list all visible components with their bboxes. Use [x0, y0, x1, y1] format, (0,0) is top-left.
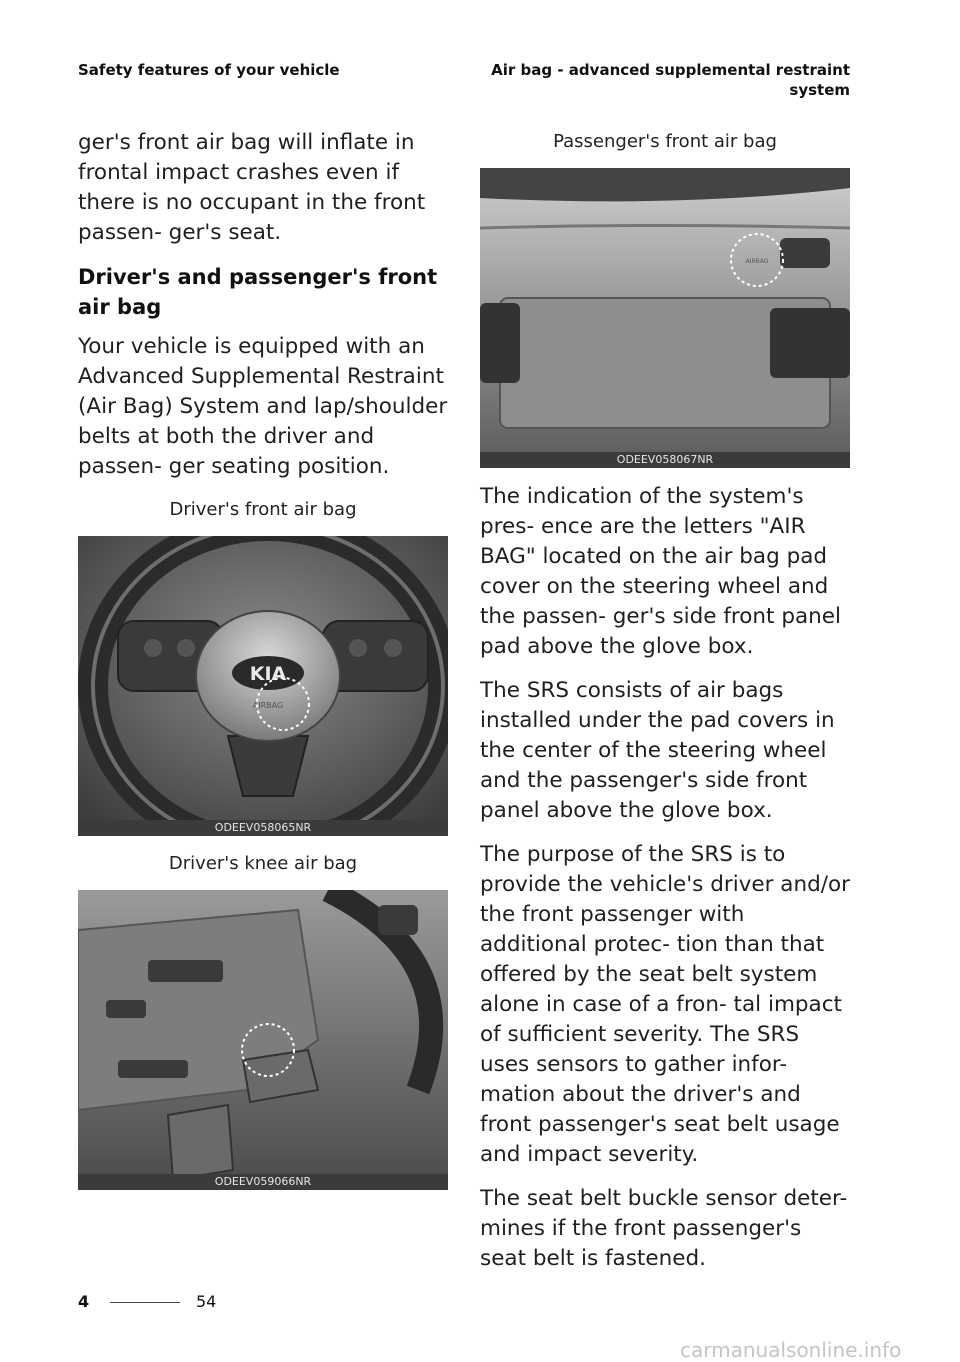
dashboard-illustration	[480, 168, 850, 468]
right-column	[480, 130, 850, 1288]
intro-paragraph: ger's front air bag will inflate in frontal impact crashes even if there is no occupant in the front passen- ger's seat.	[78, 130, 426, 245]
figure-driver-front-airbag	[78, 536, 448, 836]
figure-code: ODEEV058065NR	[78, 820, 448, 836]
figure-caption-passenger-front: Passenger's front air bag	[553, 131, 777, 152]
running-header-right	[490, 60, 850, 100]
running-header-left: Safety features of your vehicle	[78, 61, 340, 79]
section-number: 4	[78, 1292, 90, 1311]
paragraph-indication: The indication of the system's pres- ence are the letters "AIR BAG" located on the air bag pad cover on the steering wheel and the passen- ger's side front panel pad above the glove box.	[480, 484, 841, 659]
footer-divider	[110, 1302, 180, 1303]
running-header-right-line1: Air bag - advanced supplemental restraint	[491, 61, 850, 79]
left-column	[78, 128, 448, 1190]
knee-airbag-illustration	[78, 890, 448, 1190]
paragraph-srs-purpose: The purpose of the SRS is to provide the vehicle's driver and/or the front passenger with additional protec- tion than that offered by the seat belt system alone in case of a fron- tal impact of sufficient severity. The SRS uses sensors to gather infor- mation about the driver's and front passenger's seat belt usage and impact severity.	[480, 842, 850, 1167]
airbag-pad-label: AIRBAG	[252, 701, 284, 710]
kia-logo: KIA	[249, 663, 287, 685]
figure-passenger-front-airbag	[480, 168, 850, 468]
figure-caption-driver-knee: Driver's knee air bag	[168, 853, 358, 874]
figure-driver-knee-airbag	[78, 890, 448, 1190]
airbag-pad-label: AIRBAG	[745, 258, 769, 265]
figure-code: ODEEV059066NR	[78, 1174, 448, 1190]
paragraph-srs-consists: The SRS consists of air bags installed under the pad covers in the center of the steering wheel and the passenger's side front panel above the glove box.	[480, 678, 835, 823]
watermark: carmanualsonline.info	[680, 1338, 902, 1362]
steering-wheel-illustration	[78, 536, 448, 836]
section-paragraph: Your vehicle is equipped with an Advanced Supplemental Restraint (Air Bag) System and lap/shoulder belts at both the driver and passen- ger seating position.	[78, 334, 448, 479]
paragraph-buckle-sensor: The seat belt buckle sensor deter- mines if the front passenger's seat belt is fastened.	[480, 1186, 848, 1271]
figure-caption-driver-front: Driver's front air bag	[169, 499, 357, 520]
section-heading: Driver's and passenger's front air bag	[78, 265, 438, 319]
page-number: 54	[196, 1292, 217, 1311]
figure-code: ODEEV058067NR	[480, 452, 850, 468]
running-header-right-line2: system	[789, 81, 850, 99]
